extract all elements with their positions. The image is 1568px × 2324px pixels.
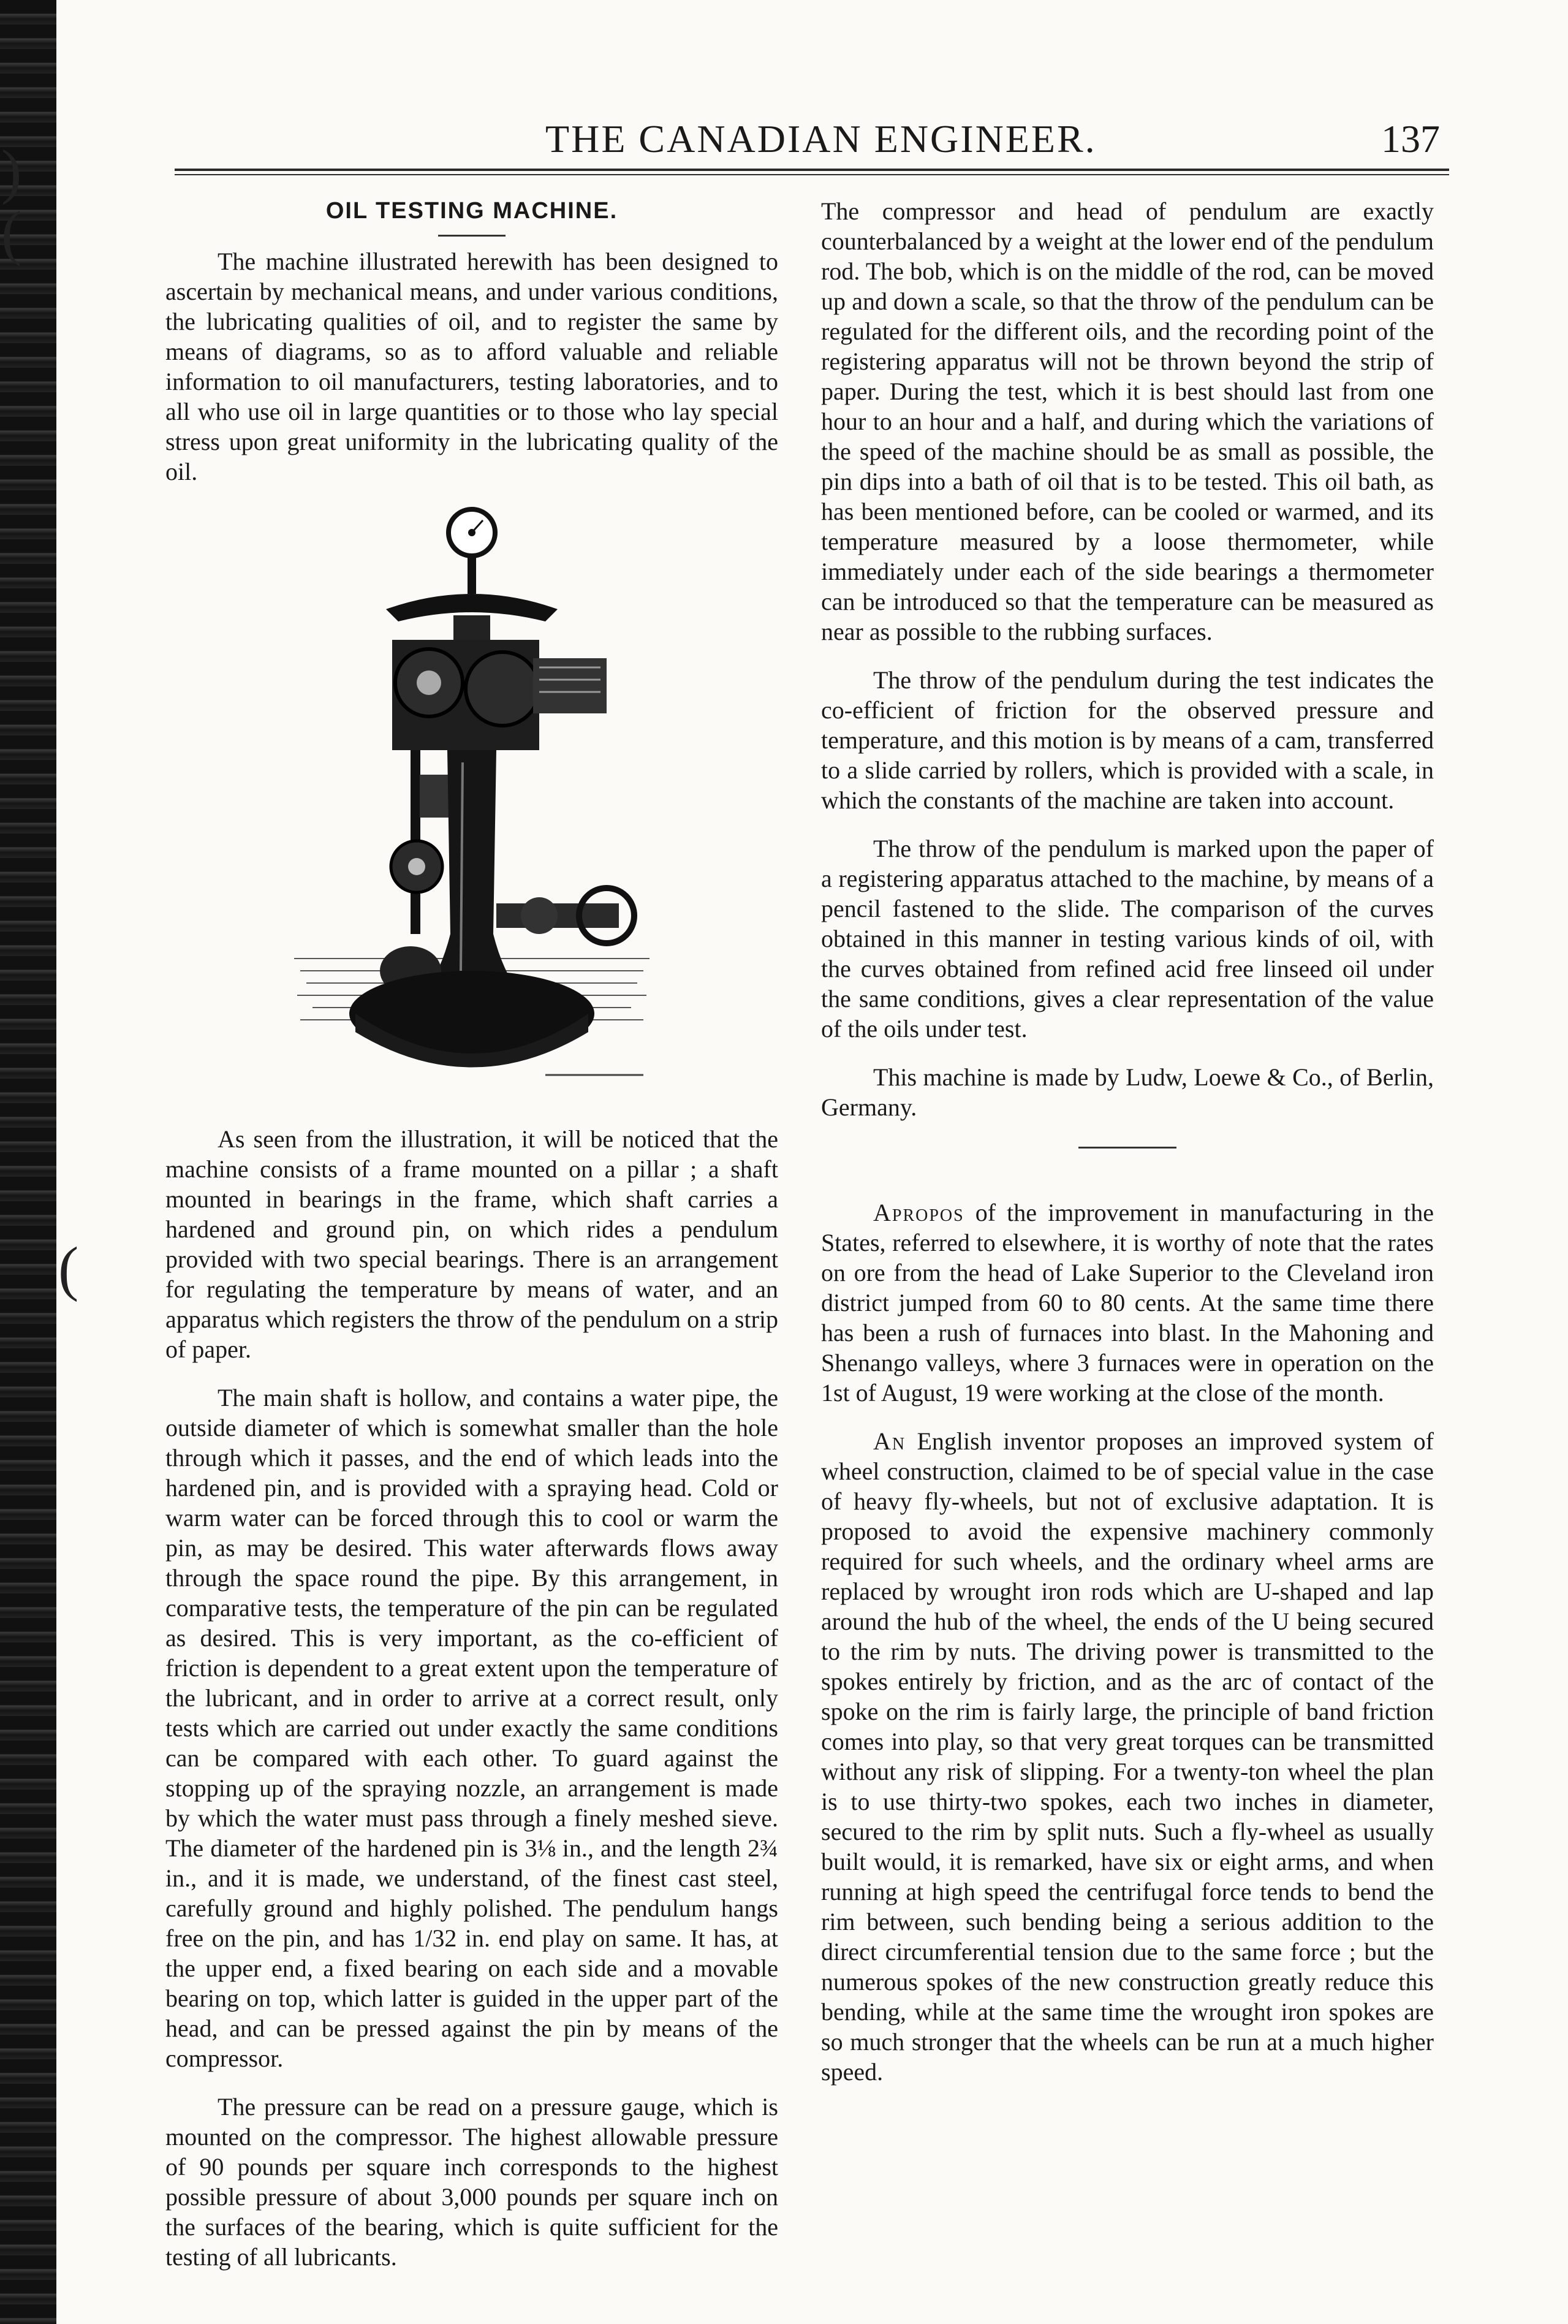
article-paragraph-4: The compressor and head of pendulum are exactly counterbalanced by a weight at the lower end of the pendulum rod. The bob, which is on the middle of the rod, can be moved up and down a scale, so that the throw of the pendulum can be regulated for the different oils, and the recording point of the registering apparatus will not be thrown beyond the strip of paper. During the test, which it is best should last from one hour to an hour and a half, and during which the variations of the speed of the machine should be as small as possible, the pin dips into a bath of oil that is to be tested. This oil bath, as has been mentioned before, can be cooled or warmed, and its temperature measured by a loose thermometer, while immediately under each of the side bearings a thermometer can be introduced so that the temperature can be measured as near as possible to the rubbing surfaces.: [821, 197, 1434, 645]
header-rule-bottom: [175, 174, 1449, 175]
article-paragraph-7: This machine is made by Ludw, Loewe & Co., of Berlin, Germany.: [821, 1063, 1434, 1121]
running-title: THE CANADIAN ENGINEER.: [545, 117, 1097, 161]
page-header: [165, 116, 1452, 175]
article-paragraph-2: The main shaft is hollow, and contains a water pipe, the outside diameter of which is somewhat smaller than the hole through which it passes, and the end of which leads into the hardened pin, and is provided with a spraying head. Cold or warm water can be forced through this to cool or warm the pin, as may be desired. This water afterwards flows away through the space round the pipe. By this arrangement, in comparative tests, the temperature of the pin can be regulated as desired. This is very important, as the co-efficient of friction is dependent to a great extent upon the temperature of the lubricant, and in order to arrive at a correct result, only tests which are carried out under exactly the same conditions can be compared with each other. To guard against the stopping up of the spraying nozzle, an arrangement is made by which the water must pass through a finely meshed sieve. The diameter of the hardened pin is 3⅛ in., and the length 2¾ in., and it is made, we understand, of the finest cast steel, carefully ground and highly polished. The pendulum hangs free on the pin, and has 1/32 in. end play on same. It has, at the upper end, a fixed bearing on each side and a movable bearing on top, which latter is guided in the upper part of the head, and can be pressed against the pin by means of the compressor.: [165, 1384, 778, 2072]
note-wheel-text: English inventor proposes an improved system of wheel construction, claimed to be of special value in the case of heavy fly-wheels, but not of exclusive adaptation. It is proposed to avoid the expensive machinery commonly required for such wheels, and the ordinary wheel arms are replaced by wrought iron rods which are U-shaped and lap around the hub of the wheel, the ends of the U being secured to the rim by nuts. The driving power is transmitted to the spokes entirely by friction, and as the arc of contact of the spoke on the rim is fairly large, the principle of band friction comes into play, so that very great torques can be transmitted without any risk of slipping. For a twenty-ton wheel the plan is to use thirty-two spokes, each two inches in diameter, secured to the rim by split nuts. Such a fly-wheel as usually built would, it is remarked, have six or eight arms, and when running at high speed the centrifugal force tends to bend the rim between, such bending being a serious addition to the direct circumferential tension due to the same force ; but the numerous spokes of the new construction greatly reduce this bending, while at the same time the wrought iron spokes are so much stronger that the wheels can be run at a much higher speed.: [821, 1427, 1434, 2086]
note-wheel-construction: [821, 1426, 1434, 2087]
note-apropos: [821, 1198, 1434, 1408]
right-column: [821, 196, 1434, 2105]
article-paragraph-5: The throw of the pendulum during the test indicates the co-efficient of friction for the observed pressure and temperature, and this motion is by means of a cam, transferred to a slide carried by rollers, which is provided with a scale, in which the constants of the machine are taken into account.: [821, 666, 1434, 814]
oil-testing-machine-illustration: [288, 505, 656, 1099]
article-paragraph-6: The throw of the pendulum is marked upon the paper of a registering apparatus attached to the machine, by means of a pencil fastened to the slide. The comparison of the curves obtained in this manner in testing various kinds of oil, with the curves obtained from refined acid free linseed oil under the same conditions, gives a clear representation of the value of the oils under test.: [821, 835, 1434, 1042]
article-paragraph-3: The pressure can be read on a pressure gauge, which is mounted on the compressor. The highest allowable pressure of 90 pounds per square inch corresponds to the highest possible pressure of about 3,000 pounds per square inch on the surfaces of the bearing, which is quite sufficient for the testing of all lubricants.: [165, 2093, 778, 2271]
page-number: 137: [1381, 117, 1440, 161]
article-paragraph-1: As seen from the illustration, it will be noticed that the machine consists of a frame mounted on a pillar ; a shaft mounted in bearings in the frame, which shaft carries a hardened and ground pin, on which rides a pendulum provided with two special bearings. There is an arrangement for regulating the temperature by means of water, and an apparatus which registers the throw of the pendulum on a strip of paper.: [165, 1125, 778, 1363]
note-apropos-lead: Apropos: [873, 1199, 964, 1226]
note-apropos-text: of the improvement in manufacturing in the States, referred to elsewhere, it is worthy of note that the rates on ore from the head of Lake Superior to the Cleveland iron district jumped from 60 to 80 cents. At the same time there has been a rush of furnaces into blast. In the Mahoning and Shenango valleys, where 3 furnaces were in operation on the 1st of August, 19 were working at the close of the month.: [821, 1199, 1434, 1407]
article-title: OIL TESTING MACHINE.: [325, 198, 618, 224]
left-column: [165, 196, 778, 2290]
header-rule-top: [175, 169, 1449, 171]
note-wheel-lead: An: [873, 1427, 906, 1455]
section-divider: [1078, 1147, 1176, 1149]
spine-mark-upper: )(: [1, 137, 22, 267]
book-spine-shadow: [0, 0, 56, 2324]
title-divider: [438, 235, 506, 237]
spine-mark-lower: (: [58, 1234, 79, 1302]
article-intro: The machine illustrated herewith has been designed to ascertain by mechanical means, and under various conditions, the lubricating qualities of oil, and to register the same by means of diagrams, so as to afford valuable and reliable information to oil manufacturers, testing laboratories, and to all who use oil in large quantities or to those who lay special stress upon great uniformity in the lubricating quality of the oil.: [165, 248, 778, 485]
